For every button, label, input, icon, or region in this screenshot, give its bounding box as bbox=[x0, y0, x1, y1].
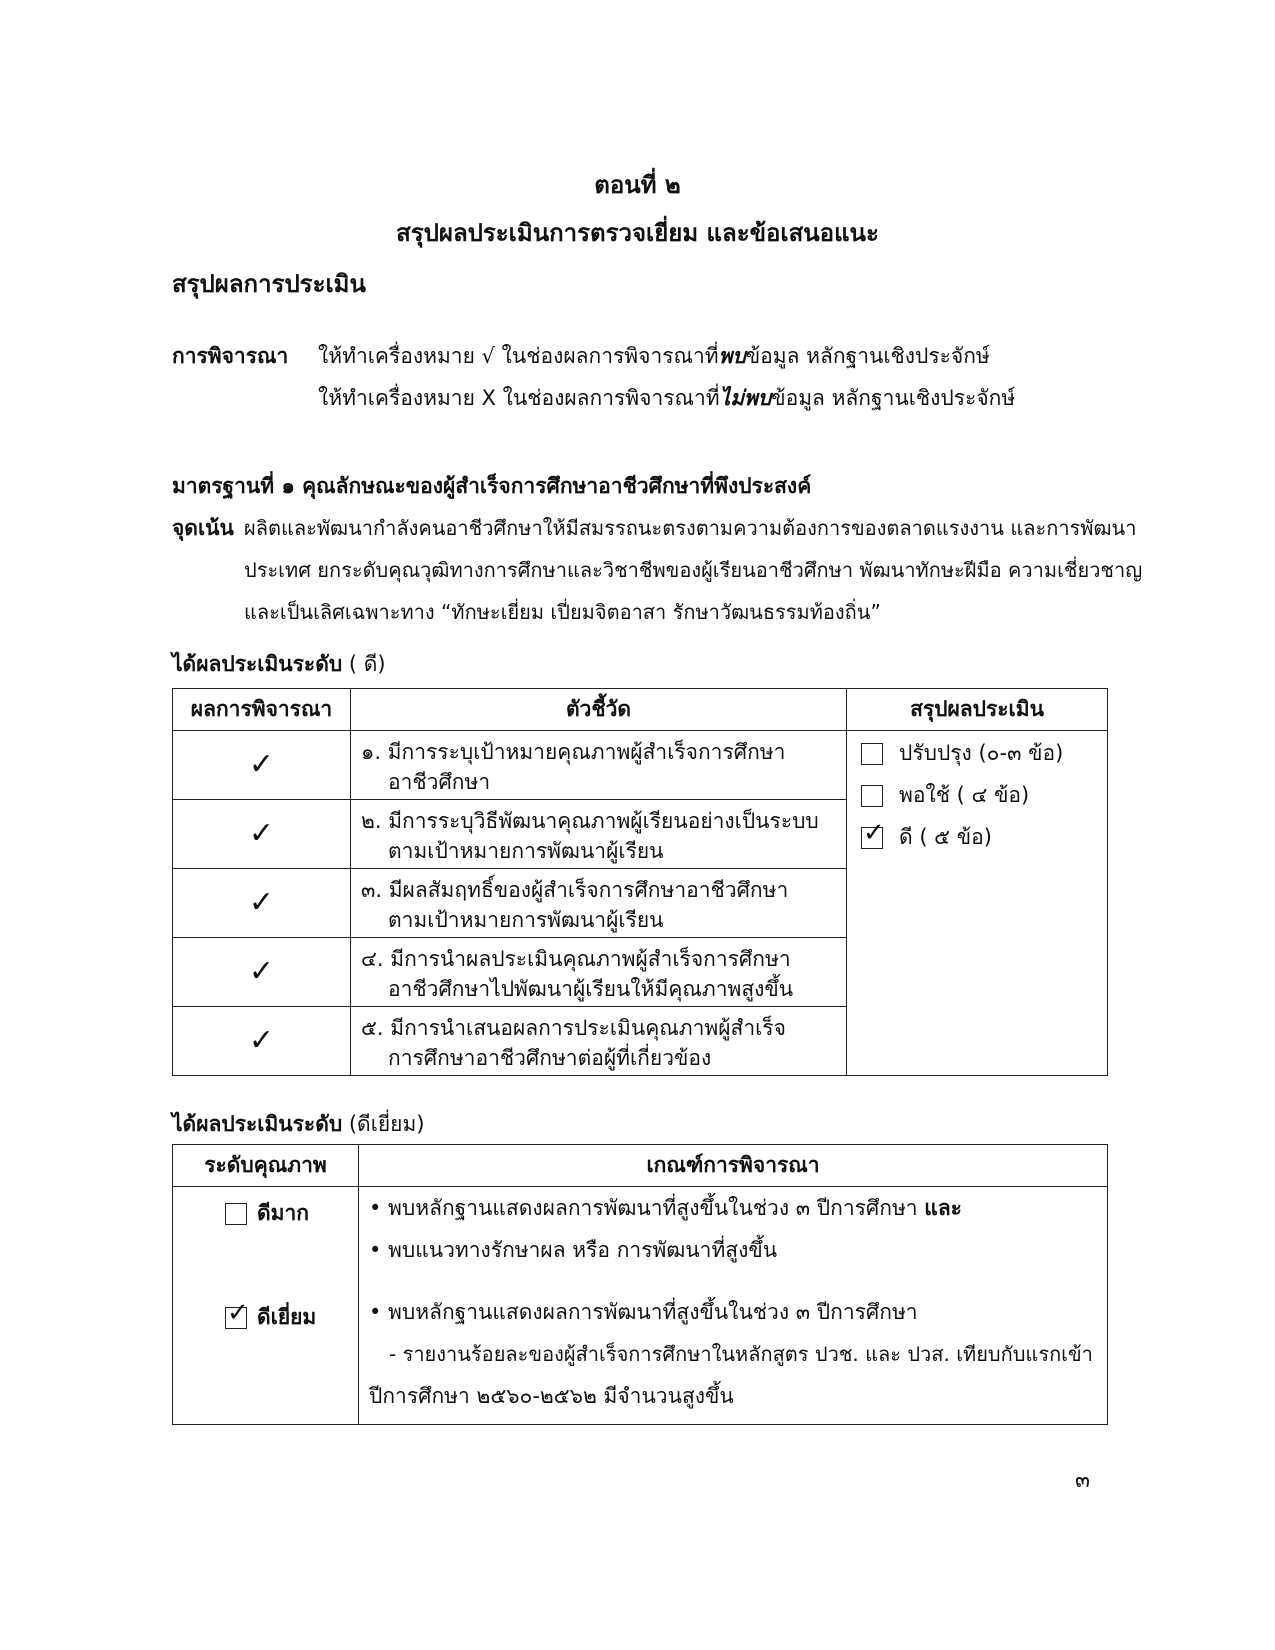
criterion-5: ปีการศึกษา ๒๕๖๐-๒๕๖๒ มีจำนวนสูงขึ้น bbox=[369, 1384, 734, 1408]
table-row-indicator bbox=[351, 938, 847, 1007]
result-1-value: ( ดี) bbox=[348, 652, 386, 676]
checkbox-icon bbox=[861, 743, 883, 765]
focus-line-3: และเป็นเลิศเฉพาะทาง “ทักษะเยี่ยม เปี่ยมจิตอาสา รักษาวัฒนธรรมท้องถิ่น” bbox=[244, 600, 881, 624]
focus-label: จุดเน้น bbox=[172, 516, 234, 540]
criteria-table bbox=[172, 1144, 1108, 1425]
checkbox-checked-icon bbox=[225, 1297, 249, 1329]
header-quality-level: ระดับคุณภาพ bbox=[173, 1145, 359, 1187]
instruction-1-post: ข้อมูล หลักฐานเชิงประจักษ์ bbox=[745, 344, 990, 368]
table-row-mark bbox=[173, 731, 351, 800]
option-label: พอใช้ ( ๔ ข้อ) bbox=[899, 783, 1030, 807]
option-label: ปรับปรุง (๐-๓ ข้อ) bbox=[899, 741, 1064, 765]
indicator-text-cont: ตามเป้าหมายการพัฒนาผู้เรียน bbox=[388, 839, 664, 863]
result-1 bbox=[172, 648, 386, 681]
instruction-1-emphasis: พบ bbox=[718, 344, 746, 368]
option-label: ดี ( ๕ ข้อ) bbox=[899, 825, 992, 849]
table-row-indicator bbox=[351, 800, 847, 869]
instruction-2-pre: ให้ทำเครื่องหมาย X ในช่องผลการพิจารณาที่ bbox=[318, 386, 720, 410]
header-summary: สรุปผลประเมิน bbox=[847, 689, 1108, 731]
indicator-text-cont: การศึกษาอาชีวศึกษาต่อผู้ที่เกี่ยวข้อง bbox=[388, 1046, 712, 1070]
focus-line-1: ผลิตและพัฒนากำลังคนอาชีวศึกษาให้มีสมรรถนะตรงตามความต้องการของตลาดแรงงาน และการพัฒนา bbox=[244, 516, 1137, 540]
indicator-text: ๕. มีการนำเสนอผลการประเมินคุณภาพผู้สำเร็จ bbox=[361, 1016, 786, 1040]
criterion-1-and: และ bbox=[924, 1196, 962, 1220]
level-excellent bbox=[225, 1297, 317, 1334]
table-row-mark bbox=[173, 938, 351, 1007]
indicator-text: ๔. มีการนำผลประเมินคุณภาพผู้สำเร็จการศึกษา bbox=[361, 947, 791, 971]
instruction-line-2 bbox=[318, 382, 1015, 415]
header-consideration: ผลการพิจารณา bbox=[173, 689, 351, 731]
summary-cell bbox=[847, 731, 1108, 1076]
instruction-2-post: ข้อมูล หลักฐานเชิงประจักษ์ bbox=[771, 386, 1016, 410]
instruction-2-emphasis: ไม่พบ bbox=[719, 386, 772, 410]
table-row-indicator bbox=[351, 1007, 847, 1076]
option-fair bbox=[861, 779, 1029, 812]
checkbox-checked-icon bbox=[861, 817, 885, 849]
check-icon: ✓ bbox=[248, 816, 275, 851]
criterion-2: • พบแนวทางรักษาผล หรือ การพัฒนาที่สูงขึ้น bbox=[369, 1238, 778, 1262]
indicator-table bbox=[172, 688, 1108, 1076]
checkbox-icon bbox=[861, 785, 883, 807]
indicator-text: ๓. มีผลสัมฤทธิ์ของผู้สำเร็จการศึกษาอาชีวศึกษา bbox=[361, 878, 789, 902]
instruction-line-1 bbox=[318, 340, 990, 373]
criterion-1 bbox=[369, 1193, 962, 1223]
focus-line-2: ประเทศ ยกระดับคุณวุฒิทางการศึกษาและวิชาชีพของผู้เรียนอาชีวศึกษา พัฒนาทักษะฝีมือ ความเชี่ยวชาญ bbox=[244, 558, 1143, 582]
part-title: ตอนที่ ๒ bbox=[594, 171, 681, 199]
quality-level-cell bbox=[173, 1187, 359, 1425]
criterion-4: - รายงานร้อยละของผู้สำเร็จการศึกษาในหลักสูตร ปวช. และ ปวส. เทียบกับแรกเข้า bbox=[389, 1342, 1093, 1366]
result-2 bbox=[172, 1108, 425, 1141]
indicator-text-cont: อาชีวศึกษา bbox=[388, 770, 491, 794]
page-title: สรุปผลประเมินการตรวจเยี่ยม และข้อเสนอแนะ bbox=[396, 219, 879, 247]
table-row-mark bbox=[173, 869, 351, 938]
criterion-3: • พบหลักฐานแสดงผลการพัฒนาที่สูงขึ้นในช่วง ๓ ปีการศึกษา bbox=[369, 1300, 918, 1324]
table-row-indicator bbox=[351, 869, 847, 938]
result-2-label: ได้ผลประเมินระดับ bbox=[172, 1112, 343, 1136]
check-icon: ✓ bbox=[248, 885, 275, 920]
instructions-label: การพิจารณา bbox=[172, 344, 289, 368]
section-title: สรุปผลการประเมิน bbox=[172, 270, 366, 298]
check-icon: ✓ bbox=[248, 1023, 275, 1058]
criteria-cell bbox=[359, 1187, 1108, 1425]
standard-title: มาตรฐานที่ ๑ คุณลักษณะของผู้สำเร็จการศึกษาอาชีวศึกษาที่พึงประสงค์ bbox=[172, 474, 812, 498]
option-improve bbox=[861, 737, 1063, 770]
indicator-text: ๒. มีการระบุวิธีพัฒนาคุณภาพผู้เรียนอย่างเป็นระบบ bbox=[361, 809, 819, 833]
check-icon: ✓ bbox=[248, 747, 275, 782]
header-indicator: ตัวชี้วัด bbox=[351, 689, 847, 731]
indicator-text-cont: อาชีวศึกษาไปพัฒนาผู้เรียนให้มีคุณภาพสูงขึ้น bbox=[388, 977, 794, 1001]
instruction-1-pre: ให้ทำเครื่องหมาย √ ในช่องผลการพิจารณาที่ bbox=[318, 344, 719, 368]
table-row-mark bbox=[173, 800, 351, 869]
criterion-1-text: • พบหลักฐานแสดงผลการพัฒนาที่สูงขึ้นในช่วง ๓ ปีการศึกษา bbox=[369, 1196, 925, 1220]
result-1-label: ได้ผลประเมินระดับ bbox=[172, 652, 343, 676]
indicator-text: ๑. มีการระบุเป้าหมายคุณภาพผู้สำเร็จการศึกษา bbox=[361, 740, 786, 764]
page-number: ๓ bbox=[1075, 1468, 1091, 1493]
level-label: ดีเยี่ยม bbox=[257, 1305, 317, 1329]
level-label: ดีมาก bbox=[257, 1201, 309, 1225]
result-2-value: (ดีเยี่ยม) bbox=[348, 1112, 425, 1136]
table-row-indicator bbox=[351, 731, 847, 800]
checkmark-icon: ✓ bbox=[863, 817, 885, 848]
check-icon: ✓ bbox=[248, 954, 275, 989]
option-good bbox=[861, 817, 992, 854]
header-criteria: เกณฑ์การพิจารณา bbox=[359, 1145, 1108, 1187]
checkbox-icon bbox=[225, 1203, 247, 1225]
indicator-text-cont: ตามเป้าหมายการพัฒนาผู้เรียน bbox=[388, 908, 664, 932]
level-very-good bbox=[225, 1197, 309, 1230]
checkmark-icon: ✓ bbox=[227, 1297, 249, 1328]
table-row-mark bbox=[173, 1007, 351, 1076]
